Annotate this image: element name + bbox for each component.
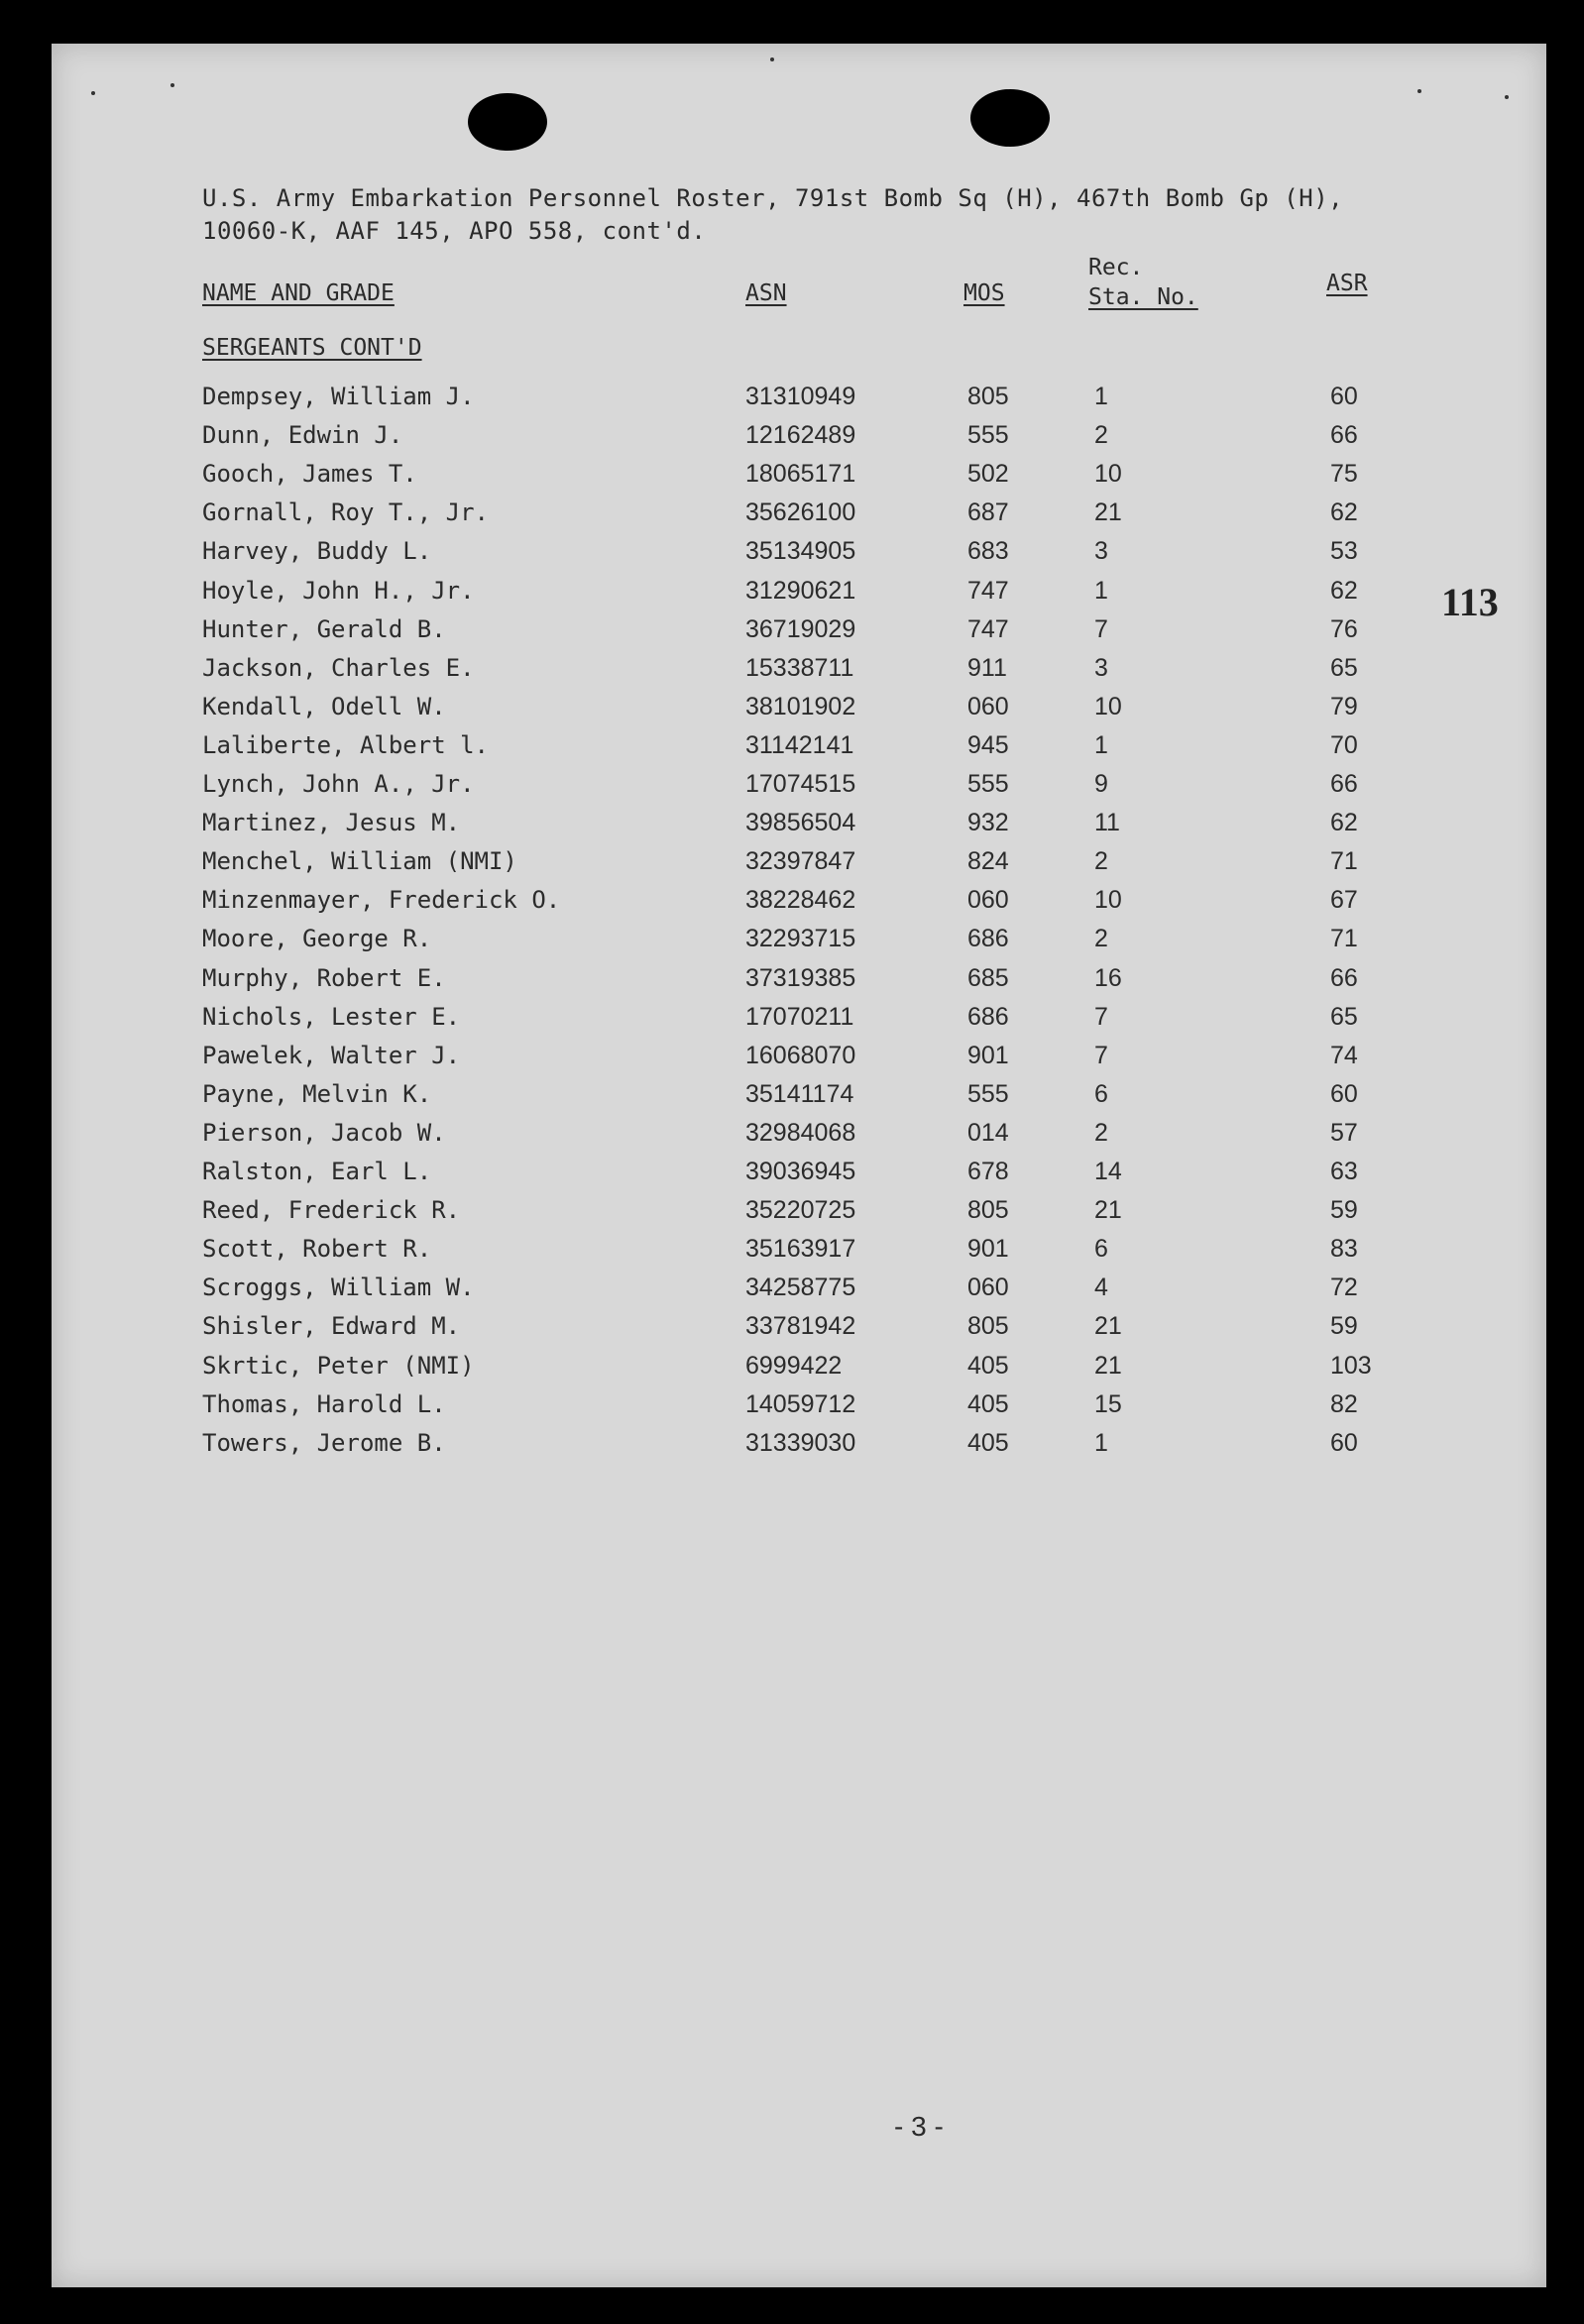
personnel-mos: 747 [967,614,1009,643]
personnel-rec-sta-no: 6 [1094,1235,1108,1264]
personnel-asn: 37319385 [745,963,856,992]
table-row [52,1352,1546,1391]
table-row [52,537,1546,577]
personnel-asr: 79 [1330,692,1358,720]
table-row [52,460,1546,499]
personnel-asr: 66 [1330,770,1358,798]
personnel-mos: 678 [967,1158,1009,1185]
personnel-asr: 83 [1330,1235,1358,1264]
personnel-asr: 63 [1330,1158,1358,1185]
table-row [52,615,1546,655]
personnel-asn: 14059712 [745,1389,856,1418]
personnel-asr: 60 [1330,383,1358,410]
personnel-rec-sta-no: 3 [1094,537,1108,566]
roster-table [52,44,1546,2287]
table-row [52,693,1546,732]
personnel-asr: 66 [1330,963,1358,992]
personnel-asr: 65 [1330,1002,1358,1031]
personnel-name: Reed, Frederick R. [202,1196,461,1225]
personnel-mos: 686 [967,1002,1009,1031]
personnel-asn: 32984068 [745,1118,856,1147]
personnel-name: Nichols, Lester E. [202,1002,461,1031]
personnel-name: Thomas, Harold L. [202,1389,446,1418]
table-row [52,654,1546,694]
personnel-mos: 911 [967,653,1007,682]
personnel-asr: 74 [1330,1041,1358,1069]
personnel-mos: 405 [967,1389,1009,1418]
personnel-asr: 60 [1330,1079,1358,1108]
personnel-rec-sta-no: 21 [1094,1351,1122,1380]
personnel-mos: 405 [967,1351,1009,1380]
personnel-asn: 38101902 [745,692,856,720]
personnel-name: Pawelek, Walter J. [202,1041,461,1069]
table-row [52,1429,1546,1469]
column-header-asr: ASR [1326,271,1368,296]
personnel-name: Shisler, Edward M. [202,1312,461,1341]
column-header-mos: MOS [963,280,1005,306]
personnel-rec-sta-no: 10 [1094,692,1122,720]
personnel-rec-sta-no: 1 [1094,1428,1108,1457]
personnel-asn: 33781942 [745,1312,856,1341]
personnel-asr: 66 [1330,421,1358,450]
personnel-mos: 683 [967,537,1009,566]
personnel-mos: 805 [967,383,1009,410]
personnel-name: Lynch, John A., Jr. [202,770,475,798]
personnel-mos: 014 [967,1118,1009,1147]
table-row [52,1273,1546,1313]
personnel-asr: 72 [1330,1273,1358,1302]
personnel-asn: 35220725 [745,1196,856,1225]
header-line-1: U.S. Army Embarkation Personnel Roster, 791st Bomb Sq (H), 467th Bomb Gp (H), [202,184,1344,212]
personnel-name: Kendall, Odell W. [202,692,446,720]
table-row [52,925,1546,964]
personnel-mos: 824 [967,847,1009,876]
personnel-mos: 932 [967,809,1009,837]
personnel-rec-sta-no: 10 [1094,460,1122,489]
personnel-name: Towers, Jerome B. [202,1428,446,1457]
personnel-rec-sta-no: 15 [1094,1389,1122,1418]
table-row [52,1390,1546,1430]
personnel-name: Skrtic, Peter (NMI) [202,1351,475,1380]
column-header-asn: ASN [745,280,787,306]
personnel-rec-sta-no: 2 [1094,1118,1108,1147]
personnel-asr: 70 [1330,730,1358,759]
table-row [52,1003,1546,1043]
personnel-asn: 18065171 [745,460,856,489]
personnel-mos: 060 [967,692,1009,720]
personnel-name: Moore, George R. [202,925,432,953]
personnel-mos: 687 [967,498,1009,527]
table-row [52,809,1546,848]
personnel-asr: 62 [1330,498,1358,527]
personnel-name: Gooch, James T. [202,460,417,489]
table-row [52,1158,1546,1197]
table-row [52,1042,1546,1081]
personnel-rec-sta-no: 1 [1094,730,1108,759]
table-row [52,577,1546,616]
personnel-asn: 12162489 [745,421,856,450]
personnel-rec-sta-no: 3 [1094,653,1108,682]
personnel-mos: 945 [967,730,1009,759]
personnel-name: Scott, Robert R. [202,1235,432,1264]
personnel-name: Laliberte, Albert l. [202,730,489,759]
personnel-asn: 35141174 [745,1079,854,1108]
header-line-2: 10060-K, AAF 145, APO 558, cont'd. [202,217,707,245]
personnel-mos: 502 [967,460,1009,489]
table-row [52,886,1546,926]
personnel-asr: 65 [1330,653,1358,682]
personnel-name: Dunn, Edwin J. [202,421,403,450]
personnel-asr: 62 [1330,576,1358,605]
personnel-mos: 805 [967,1196,1009,1225]
personnel-name: Hoyle, John H., Jr. [202,576,475,605]
personnel-name: Martinez, Jesus M. [202,809,461,837]
personnel-name: Harvey, Buddy L. [202,537,432,566]
table-row [52,847,1546,887]
personnel-name: Menchel, William (NMI) [202,847,517,876]
personnel-asn: 35626100 [745,498,856,527]
personnel-mos: 555 [967,1079,1009,1108]
personnel-name: Gornall, Roy T., Jr. [202,498,489,527]
column-header-name: NAME AND GRADE [202,280,395,306]
table-row [52,1196,1546,1236]
section-label: SERGEANTS CONT'D [202,335,422,361]
personnel-asr: 57 [1330,1118,1358,1147]
column-header-rec-line2: Sta. No. [1088,284,1198,310]
personnel-mos: 060 [967,1273,1009,1302]
personnel-rec-sta-no: 2 [1094,421,1108,450]
personnel-rec-sta-no: 9 [1094,770,1108,798]
personnel-rec-sta-no: 4 [1094,1273,1108,1302]
personnel-asn: 15338711 [745,653,854,682]
personnel-rec-sta-no: 2 [1094,925,1108,953]
personnel-asr: 82 [1330,1389,1358,1418]
personnel-name: Payne, Melvin K. [202,1079,432,1108]
personnel-asr: 53 [1330,537,1358,566]
personnel-asn: 17074515 [745,770,856,798]
personnel-asr: 62 [1330,809,1358,837]
personnel-name: Scroggs, William W. [202,1273,475,1302]
personnel-name: Jackson, Charles E. [202,653,475,682]
personnel-mos: 685 [967,963,1009,992]
personnel-rec-sta-no: 21 [1094,498,1122,527]
personnel-asn: 34258775 [745,1273,856,1302]
table-row [52,964,1546,1004]
personnel-rec-sta-no: 2 [1094,847,1108,876]
column-header-rec-line1: Rec. [1088,255,1144,280]
personnel-mos: 555 [967,770,1009,798]
personnel-mos: 060 [967,886,1009,915]
personnel-asr: 103 [1330,1351,1372,1380]
personnel-rec-sta-no: 1 [1094,383,1108,410]
personnel-mos: 555 [967,421,1009,450]
personnel-asn: 36719029 [745,614,856,643]
document-page [52,44,1546,2287]
personnel-mos: 747 [967,576,1009,605]
personnel-asn: 31142141 [745,730,854,759]
personnel-rec-sta-no: 1 [1094,576,1108,605]
personnel-mos: 405 [967,1428,1009,1457]
personnel-rec-sta-no: 7 [1094,614,1108,643]
personnel-asr: 59 [1330,1312,1358,1341]
personnel-asn: 31310949 [745,383,856,410]
personnel-asn: 16068070 [745,1041,856,1069]
personnel-asr: 71 [1330,847,1358,876]
personnel-mos: 805 [967,1312,1009,1341]
personnel-rec-sta-no: 21 [1094,1312,1122,1341]
table-row [52,1235,1546,1274]
table-row [52,383,1546,422]
personnel-asn: 31339030 [745,1428,856,1457]
table-row [52,421,1546,461]
personnel-rec-sta-no: 11 [1094,809,1120,837]
personnel-asn: 32397847 [745,847,856,876]
personnel-rec-sta-no: 6 [1094,1079,1108,1108]
personnel-asn: 35163917 [745,1235,856,1264]
personnel-rec-sta-no: 7 [1094,1002,1108,1031]
personnel-asn: 39036945 [745,1158,856,1185]
personnel-asn: 6999422 [745,1351,843,1380]
table-row [52,731,1546,771]
table-row [52,1119,1546,1159]
personnel-name: Hunter, Gerald B. [202,614,446,643]
personnel-asn: 38228462 [745,886,856,915]
table-row [52,1312,1546,1352]
personnel-name: Murphy, Robert E. [202,963,446,992]
personnel-asn: 31290621 [745,576,856,605]
personnel-mos: 901 [967,1235,1009,1264]
personnel-asr: 67 [1330,886,1358,915]
page-stamp-number: 113 [1441,580,1499,624]
personnel-rec-sta-no: 21 [1094,1196,1122,1225]
personnel-rec-sta-no: 7 [1094,1041,1108,1069]
personnel-name: Minzenmayer, Frederick O. [202,886,561,915]
personnel-name: Ralston, Earl L. [202,1158,432,1185]
personnel-rec-sta-no: 10 [1094,886,1122,915]
personnel-asn: 35134905 [745,537,856,566]
personnel-mos: 686 [967,925,1009,953]
personnel-mos: 901 [967,1041,1009,1069]
table-row [52,770,1546,810]
table-row [52,1080,1546,1120]
personnel-asn: 32293715 [745,925,856,953]
personnel-asn: 39856504 [745,809,856,837]
personnel-asr: 60 [1330,1428,1358,1457]
personnel-asn: 17070211 [745,1002,854,1031]
personnel-asr: 76 [1330,614,1358,643]
personnel-asr: 59 [1330,1196,1358,1225]
personnel-rec-sta-no: 14 [1094,1158,1122,1185]
personnel-rec-sta-no: 16 [1094,963,1122,992]
page-number: - 3 - [894,2111,944,2142]
table-row [52,498,1546,538]
personnel-name: Pierson, Jacob W. [202,1118,446,1147]
personnel-asr: 75 [1330,460,1358,489]
personnel-name: Dempsey, William J. [202,383,475,410]
personnel-asr: 71 [1330,925,1358,953]
